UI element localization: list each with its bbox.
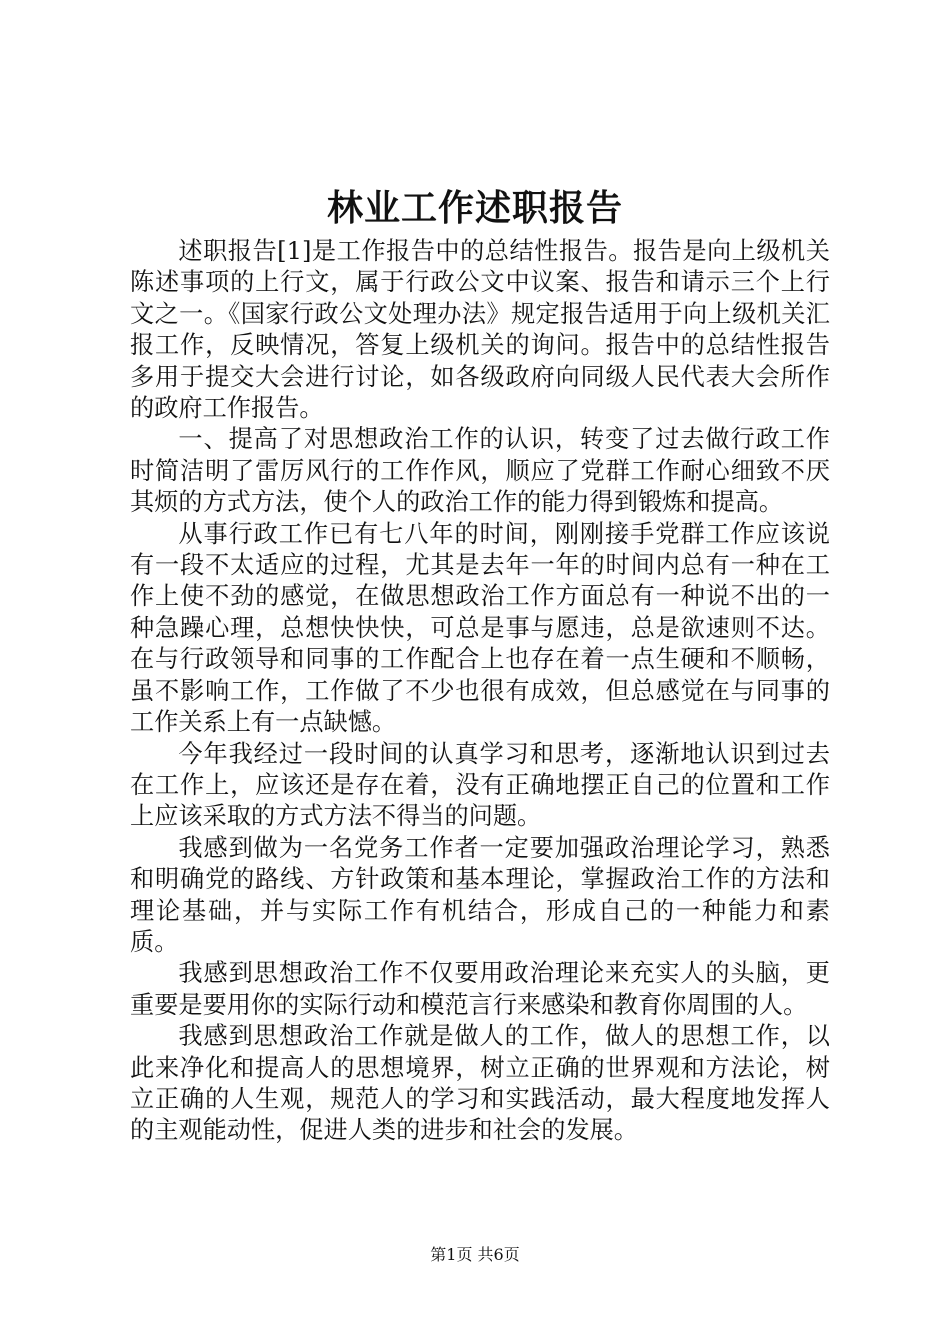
page-number-footer: 第1页 共6页: [430, 1245, 520, 1264]
paragraph: 今年我经过一段时间的认真学习和思考，逐渐地认识到过去在工作上，应该还是存在着，没有正确地摆正自己的位置和工作上应该采取的方式方法不得当的问题。: [130, 739, 830, 831]
paragraph: 我感到思想政治工作就是做人的工作，做人的思想工作，以此来净化和提高人的思想境界，树立正确的世界观和方法论，树立正确的人生观，规范人的学习和实践活动，最大程度地发挥人的主观能动性，促进人类的进步和社会的发展。: [130, 1022, 830, 1145]
document-body: [130, 236, 830, 1147]
paragraph: 一、提高了对思想政治工作的认识，转变了过去做行政工作时简洁明了雷厉风行的工作作风，顺应了党群工作耐心细致不厌其烦的方式方法，使个人的政治工作的能力得到锻炼和提高。: [130, 425, 830, 517]
paragraph: 述职报告[1]是工作报告中的总结性报告。报告是向上级机关陈述事项的上行文，属于行政公文中议案、报告和请示三个上行文之一。《国家行政公文处理办法》规定报告适用于向上级机关汇报工作，反映情况，答复上级机关的询问。报告中的总结性报告多用于提交大会进行讨论，如各级政府向同级人民代表大会所作的政府工作报告。: [130, 237, 830, 423]
document-title: 林业工作述职报告: [326, 187, 623, 229]
paragraph: 我感到做为一名党务工作者一定要加强政治理论学习，熟悉和明确党的路线、方针政策和基本理论，掌握政治工作的方法和理论基础，并与实际工作有机结合，形成自己的一种能力和素质。: [130, 833, 830, 956]
paragraph: 我感到思想政治工作不仅要用政治理论来充实人的头脑，更重要是要用你的实际行动和模范言行来感染和教育你周围的人。: [130, 959, 830, 1019]
paragraph: 从事行政工作已有七八年的时间，刚刚接手党群工作应该说有一段不太适应的过程，尤其是去年一年的时间内总有一种在工作上使不劲的感觉，在做思想政治工作方面总有一种说不出的一种急躁心理，总想快快快，可总是事与愿违，总是欲速则不达。在与行政领导和同事的工作配合上也存在着一点生硬和不顺畅，虽不影响工作，工作做了不少也很有成效，但总感觉在与同事的工作关系上有一点缺憾。: [130, 519, 830, 737]
